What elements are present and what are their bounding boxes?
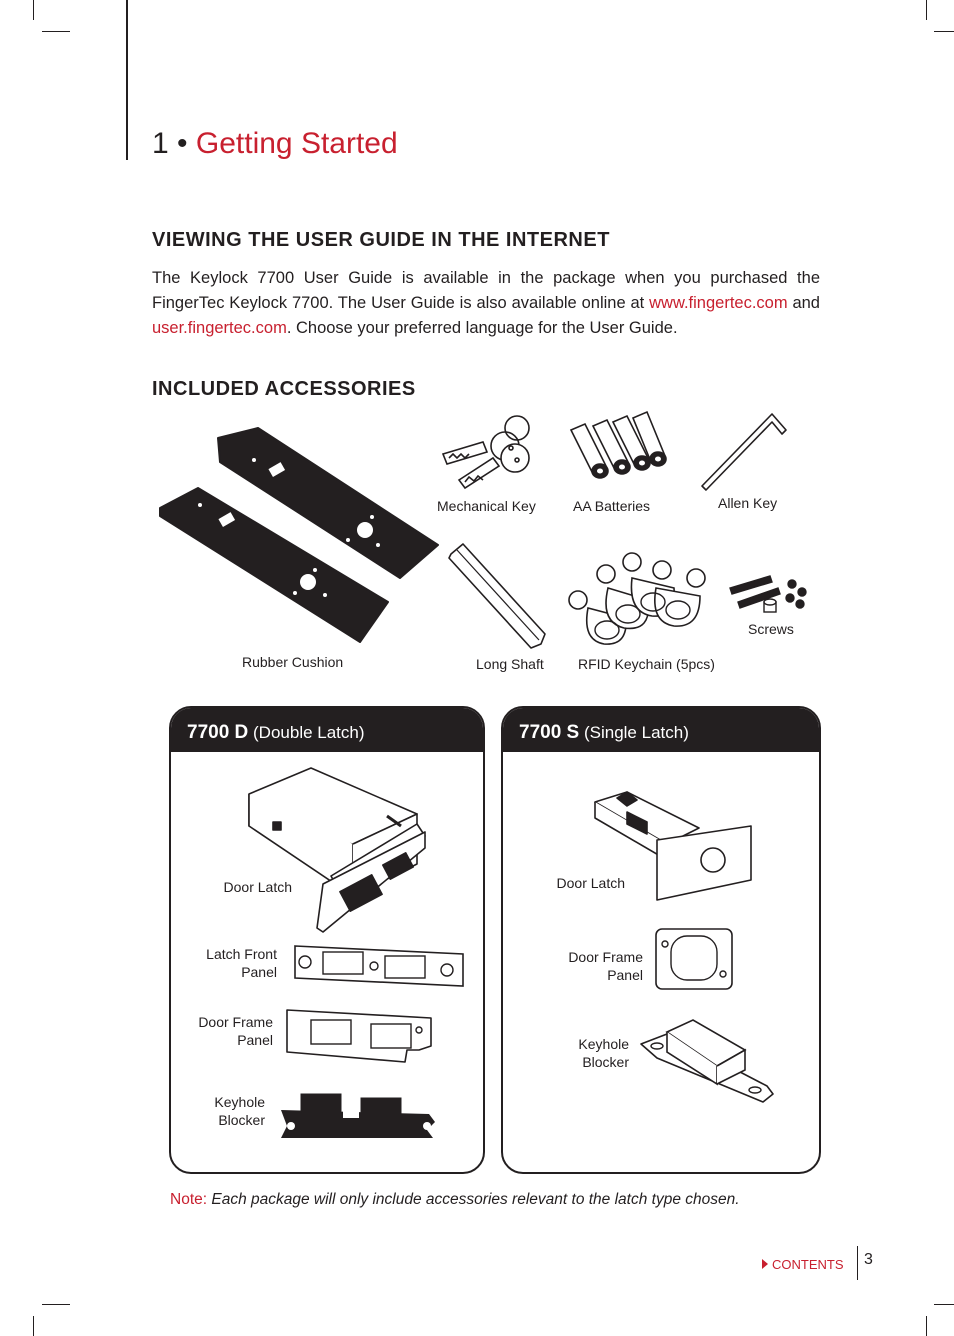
crop-mark: [42, 1304, 70, 1305]
label-latch-front-panel: [206, 945, 277, 981]
label-door-frame-panel-d: [198, 1013, 273, 1049]
body-text-a: The Keylock 7700 User Guide is available in the package when you purchased the FingerTec Keylock 7700. The User Guide is also available online at: [152, 269, 820, 312]
panel-7700d: [169, 706, 485, 1174]
section-body-viewing: [152, 266, 820, 341]
panel-7700d-header: [171, 708, 483, 752]
crop-mark: [33, 1316, 34, 1336]
crop-mark: [934, 1304, 954, 1305]
contents-link[interactable]: [762, 1257, 844, 1272]
label-latch-front-line2: Panel: [241, 964, 277, 980]
crop-mark: [934, 31, 954, 32]
keyhole-blocker-s-illustration: [637, 1014, 777, 1110]
label-door-latch-d-text: Door Latch: [223, 879, 292, 895]
chapter-number: 1: [152, 127, 169, 160]
caption-allen-key: Allen Key: [718, 495, 778, 511]
crop-mark: [926, 0, 927, 20]
section-heading-accessories: INCLUDED ACCESSORIES: [152, 378, 416, 400]
panel-7700s-model: 7700 S: [519, 722, 580, 743]
crop-mark: [42, 31, 70, 32]
caption-rfid-keychain: RFID Keychain (5pcs): [578, 656, 715, 672]
chapter-bullet: •: [177, 127, 188, 160]
note-label: Note:: [170, 1191, 208, 1208]
caption-mechanical-key: Mechanical Key: [437, 498, 536, 514]
crop-mark: [126, 0, 128, 160]
door-frame-panel-d-illustration: [283, 1006, 443, 1068]
panel-7700d-type: (Double Latch): [253, 723, 365, 742]
chapter-title: [152, 126, 398, 162]
fingertec-link[interactable]: www.fingertec.com: [649, 294, 788, 312]
crop-mark: [33, 0, 34, 20]
latch-front-panel-illustration: [289, 940, 469, 990]
panel-7700s: [501, 706, 821, 1174]
contents-label: CONTENTS: [772, 1257, 844, 1272]
rubber-cushion-illustration: [150, 420, 450, 650]
label-keyhole-blocker-d: [214, 1093, 265, 1129]
play-arrow-icon: [762, 1259, 768, 1269]
label-keyhole-blocker-s: [578, 1035, 629, 1071]
label-keyhole-s-line2: Blocker: [582, 1054, 629, 1070]
panel-7700s-header: [503, 708, 819, 752]
label-door-frame-s-line2: Panel: [607, 967, 643, 983]
label-door-frame-d-line2: Panel: [237, 1032, 273, 1048]
screws-icon: [726, 570, 811, 620]
body-text-c: . Choose your preferred language for the User Guide.: [286, 319, 678, 337]
long-shaft-icon: [445, 540, 550, 655]
label-keyhole-d-line1: Keyhole: [214, 1094, 265, 1110]
panel-7700s-type: (Single Latch): [583, 723, 689, 742]
body-text-b: and: [787, 294, 820, 312]
label-latch-front-line1: Latch Front: [206, 946, 277, 962]
footer-divider: [857, 1246, 858, 1280]
label-door-frame-s-line1: Door Frame: [568, 949, 643, 965]
accessories-note: [170, 1191, 740, 1209]
crop-mark: [926, 1316, 927, 1336]
caption-aa-batteries: AA Batteries: [573, 498, 651, 514]
caption-rubber-cushion: Rubber Cushion: [242, 654, 344, 670]
allen-key-icon: [700, 410, 790, 490]
keyhole-blocker-d-illustration: [277, 1086, 437, 1146]
label-door-latch-s: Door Latch: [556, 875, 625, 891]
door-latch-double-illustration: [241, 764, 441, 934]
label-door-frame-d-line1: Door Frame: [198, 1014, 273, 1030]
aa-batteries-icon: [565, 412, 670, 487]
caption-long-shaft: Long Shaft: [476, 656, 544, 672]
mechanical-key-icon: [435, 408, 535, 498]
door-frame-panel-s-illustration: [653, 926, 735, 992]
rfid-keychain-icon: [562, 548, 717, 653]
section-heading-viewing: VIEWING THE USER GUIDE IN THE INTERNET: [152, 229, 610, 251]
chapter-title-text: Getting Started: [195, 127, 398, 160]
label-keyhole-d-line2: Blocker: [218, 1112, 265, 1128]
note-text: Each package will only include accessories relevant to the latch type chosen.: [211, 1191, 740, 1208]
panel-7700d-model: 7700 D: [187, 722, 249, 743]
user-fingertec-link[interactable]: user.fingertec.com: [152, 319, 287, 337]
label-door-frame-panel-s: [568, 948, 643, 984]
label-keyhole-s-line1: Keyhole: [578, 1036, 629, 1052]
page-number: 3: [864, 1251, 873, 1268]
caption-screws: Screws: [748, 621, 794, 637]
